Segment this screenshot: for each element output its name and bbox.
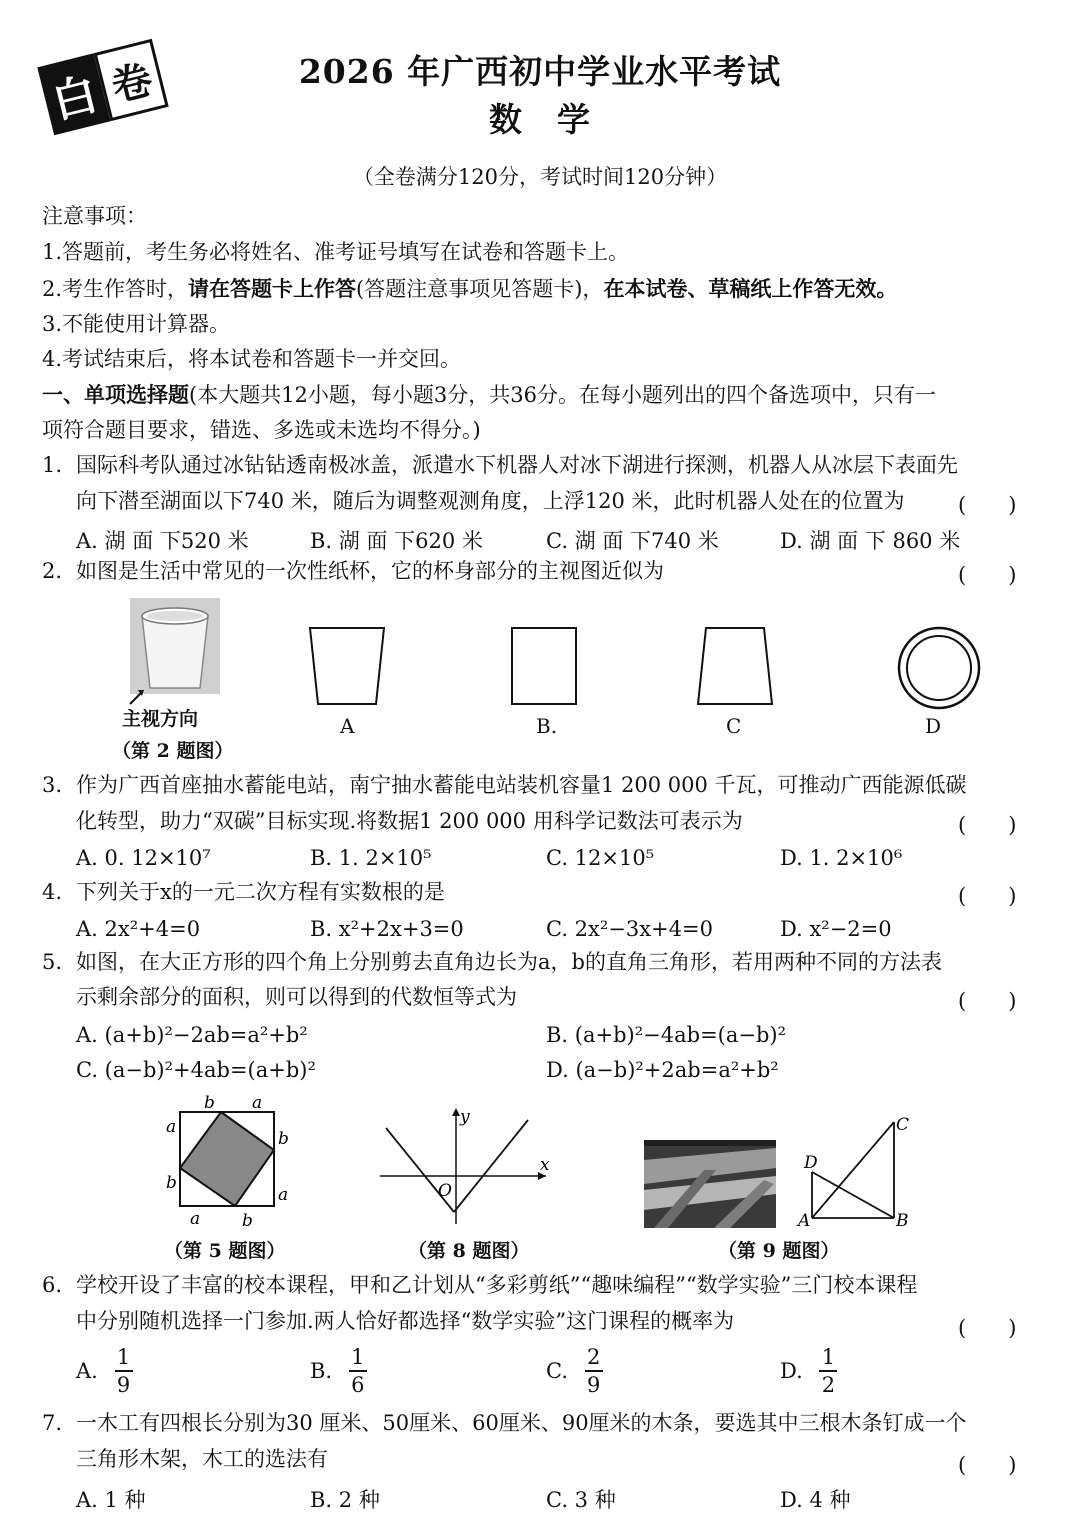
- q7-line-2: 三角形木架，木工的选法有: [76, 1447, 328, 1471]
- fig-label-d: D: [925, 714, 942, 738]
- q6-option-c-fraction: [585, 1346, 603, 1396]
- q1-answer-blank: ( ): [958, 493, 1017, 517]
- option-a-trapezoid: [306, 624, 390, 708]
- q7-number: 7.: [42, 1411, 63, 1435]
- note-4: 4.考试结束后，将本试卷和答题卡一并交回。: [42, 347, 462, 371]
- fig5-label-top-b: b: [204, 1093, 215, 1113]
- stamp-right: 卷: [94, 39, 169, 121]
- q6-option-d-label: D.: [780, 1359, 803, 1384]
- q3-line-1: 作为广西首座抽水蓄能电站，南宁抽水蓄能电站装机容量1 200 000 千瓦，可推动广西能源低碳: [76, 773, 967, 797]
- q6-option-d: [780, 1346, 837, 1396]
- q1-number: 1.: [42, 453, 63, 477]
- notes-heading: 注意事项：: [42, 204, 147, 228]
- q5-line-1: 如图，在大正方形的四个角上分别剪去直角边长为a，b的直角三角形，若用两种不同的方法表: [76, 950, 942, 974]
- fig-label-b: B.: [536, 714, 558, 738]
- q5-answer-blank: ( ): [958, 989, 1017, 1013]
- figure-9-triangles: [794, 1106, 920, 1230]
- q7-option-c: C. 3 种: [546, 1488, 616, 1512]
- q5-option-d: D. (a−b)²+2ab=a²+b²: [546, 1058, 779, 1082]
- fig-label-c: C: [726, 714, 742, 738]
- q1-line-1: 国际科考队通过冰钻钻透南极冰盖，派遣水下机器人对冰下湖进行探测，机器人从冰层下表面先: [76, 453, 958, 477]
- q5-number: 5.: [42, 950, 63, 974]
- q3-option-c: C. 12×10⁵: [546, 846, 655, 870]
- q5-option-c: C. (a−b)²+4ab=(a+b)²: [76, 1058, 316, 1082]
- q7-option-b: B. 2 种: [310, 1488, 380, 1512]
- q3-line-2: 化转型，助力“双碳”目标实现.将数据1 200 000 用科学记数法可表示为: [76, 809, 743, 833]
- q4-option-a: A. 2x²+4=0: [76, 917, 201, 941]
- fig5-label-bottom-b: b: [242, 1211, 253, 1231]
- figure-5-caption: （第 5 题图）: [164, 1240, 286, 1262]
- q6-option-a-label: A.: [76, 1359, 98, 1384]
- q2-number: 2.: [42, 559, 63, 583]
- figure-5-square: [160, 1092, 300, 1232]
- fig-label-a: A: [340, 714, 355, 738]
- q5-line-2: 示剩余部分的面积，则可以得到的代数恒等式为: [76, 985, 517, 1009]
- q4-option-d: D. x²−2=0: [780, 917, 892, 941]
- q6-option-b-label: B.: [310, 1359, 333, 1384]
- q6-option-c: [546, 1346, 603, 1396]
- q3-option-d: D. 1. 2×10⁶: [780, 846, 903, 870]
- q6-option-c-label: C.: [546, 1359, 568, 1384]
- q6-number: 6.: [42, 1273, 63, 1297]
- note-2: [42, 276, 897, 302]
- fig8-x-label: x: [540, 1155, 550, 1175]
- q4-answer-blank: ( ): [958, 884, 1017, 908]
- q4-option-b: B. x²+2x+3=0: [310, 917, 464, 941]
- section-1-desc-2: 项符合题目要求，错选、多选或未选均不得分。): [42, 418, 481, 442]
- q6-line-2: 中分别随机选择一门参加.两人恰好都选择“数学实验”这门课程的概率为: [76, 1309, 735, 1333]
- q1-option-d: D. 湖 面 下 860 米: [780, 529, 961, 553]
- fig5-label-right-a: a: [278, 1185, 289, 1205]
- q6-option-b-fraction: [349, 1346, 367, 1396]
- q7-line-1: 一木工有四根长分别为30 厘米、50厘米、60厘米、90厘米的木条，要选其中三根木条钉成一个: [76, 1411, 967, 1435]
- fig5-label-top-a: a: [252, 1093, 263, 1113]
- fig8-origin-label: O: [438, 1181, 452, 1201]
- option-d-circles: [894, 624, 984, 714]
- q3-number: 3.: [42, 773, 63, 797]
- fig5-label-left-a: a: [166, 1117, 177, 1137]
- option-c-trapezoid: [694, 624, 778, 708]
- option-b-rectangle: [508, 624, 580, 708]
- q6-b-numerator: 1: [351, 1345, 365, 1369]
- note-3: 3.不能使用计算器。: [42, 312, 231, 336]
- q6-line-1: 学校开设了丰富的校本课程，甲和乙计划从“多彩剪纸”“趣味编程”“数学实验”三门校本课程: [76, 1273, 918, 1297]
- q7-option-d: D. 4 种: [780, 1488, 851, 1512]
- note-2c: (答题注意事项见答题卡)，: [356, 277, 604, 301]
- q6-d-denominator: 2: [821, 1373, 836, 1398]
- q6-b-denominator: 6: [351, 1373, 365, 1398]
- q6-a-denominator: 9: [116, 1373, 131, 1398]
- fig5-label-bottom-a: a: [190, 1209, 201, 1229]
- q2-line-1: 如图是生活中常见的一次性纸杯，它的杯身部分的主视图近似为: [76, 559, 664, 583]
- section-1-intro: [42, 382, 936, 408]
- q1-option-b: B. 湖 面 下620 米: [310, 529, 483, 553]
- q4-number: 4.: [42, 880, 63, 904]
- note-2b: 请在答题卡上作答: [188, 276, 357, 301]
- note-1: 1.答题前，考生务必将姓名、准考证号填写在试卷和答题卡上。: [42, 240, 630, 264]
- exam-info: （全卷满分120分，考试时间120分钟）: [352, 165, 728, 189]
- q6-option-a-fraction: [115, 1346, 133, 1396]
- fig9-label-b: B: [896, 1211, 909, 1230]
- section-1-desc: (本大题共12小题，每小题3分，共36分。在每小题列出的四个备选项中，只有一: [189, 383, 936, 407]
- fig9-label-d: D: [804, 1153, 818, 1173]
- fig8-y-label: y: [460, 1107, 470, 1127]
- escalator-photo: [644, 1140, 776, 1228]
- section-1-title: 一、单项选择题: [42, 382, 189, 407]
- q6-c-numerator: 2: [587, 1345, 601, 1369]
- q4-option-c: C. 2x²−3x+4=0: [546, 917, 714, 941]
- q3-answer-blank: ( ): [958, 813, 1017, 837]
- q3-option-b: B. 1. 2×10⁵: [310, 846, 432, 870]
- fig9-label-a: A: [798, 1211, 811, 1230]
- q2-view-direction: 主视方向: [122, 708, 199, 730]
- fig5-label-right-b: b: [278, 1129, 289, 1149]
- q5-option-a: A. (a+b)²−2ab=a²+b²: [76, 1023, 308, 1047]
- q1-option-c: C. 湖 面 下740 米: [546, 529, 719, 553]
- stamp-left: 白: [37, 53, 110, 135]
- q6-option-a: [76, 1346, 133, 1396]
- q1-option-a: A. 湖 面 下520 米: [76, 529, 249, 553]
- figure-9-caption: （第 9 题图）: [718, 1240, 840, 1262]
- fig5-label-left-b: b: [166, 1173, 177, 1193]
- q6-option-d-fraction: [819, 1346, 837, 1396]
- figure-8-graph: [376, 1104, 556, 1230]
- note-2a: 2.考生作答时，: [42, 277, 189, 301]
- q7-option-a: A. 1 种: [76, 1488, 146, 1512]
- q7-answer-blank: ( ): [958, 1453, 1017, 1477]
- q6-d-numerator: 1: [821, 1345, 836, 1369]
- subject-title: 数 学: [489, 100, 591, 139]
- q6-answer-blank: ( ): [958, 1316, 1017, 1340]
- q5-option-b: B. (a+b)²−4ab=(a−b)²: [546, 1023, 787, 1047]
- q6-a-numerator: 1: [116, 1345, 131, 1369]
- figure-8-caption: （第 8 题图）: [408, 1240, 530, 1262]
- q6-c-denominator: 9: [587, 1373, 601, 1398]
- paper-cup-photo: [120, 596, 230, 706]
- q6-option-b: [310, 1346, 367, 1396]
- q2-figure-caption: （第 2 题图）: [112, 740, 234, 762]
- q2-answer-blank: ( ): [958, 563, 1017, 587]
- q3-option-a: A. 0. 12×10⁷: [76, 846, 211, 870]
- note-2d: 在本试卷、草稿纸上作答无效。: [603, 276, 898, 301]
- q1-line-2: 向下潜至湖面以下740 米，随后为调整观测角度，上浮120 米，此时机器人处在的位置为: [76, 489, 905, 513]
- fig9-label-c: C: [896, 1115, 910, 1135]
- q4-line-1: 下列关于x的一元二次方程有实数根的是: [76, 880, 445, 904]
- exam-title: 2026 年广西初中学业水平考试: [298, 52, 782, 91]
